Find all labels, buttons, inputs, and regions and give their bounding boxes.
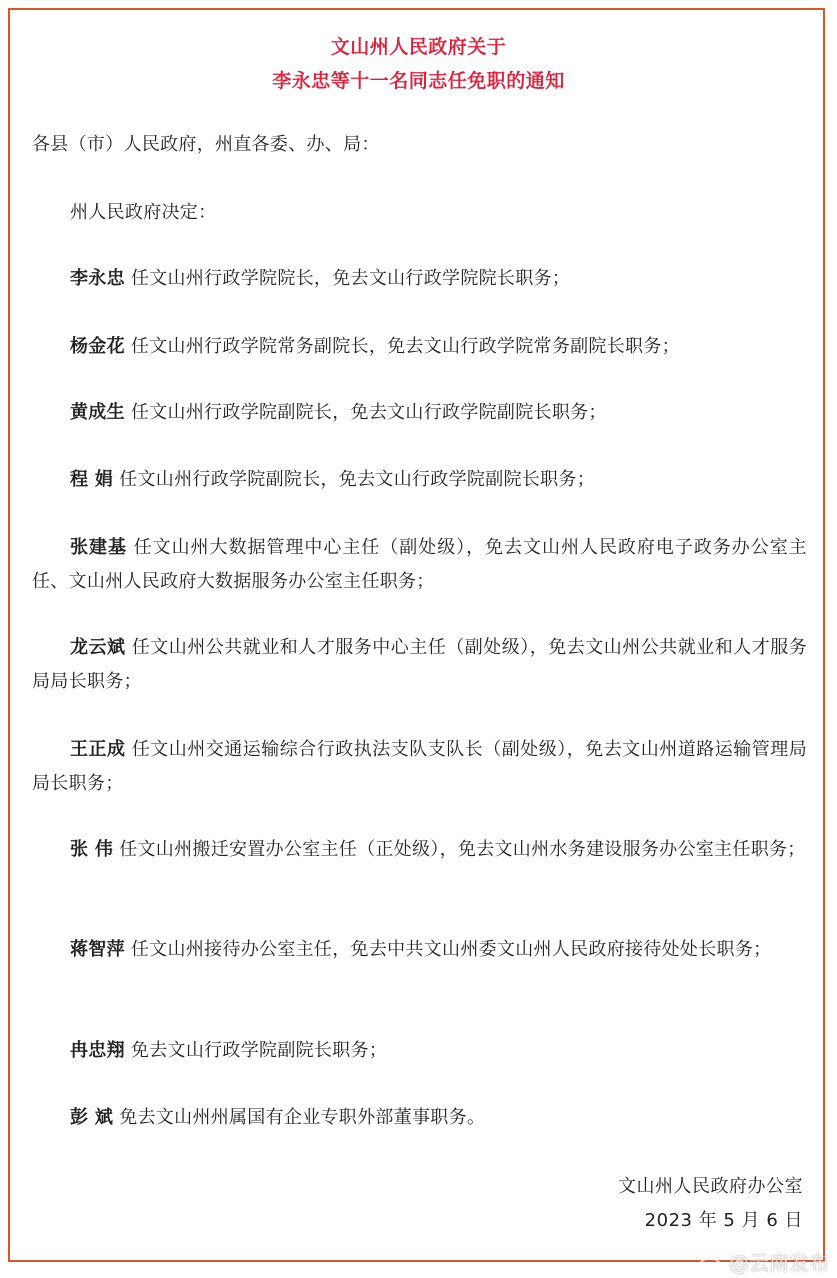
appointment-text: 任文山州接待办公室主任，免去中共文山州委文山州人民政府接待处处长职务； (124, 939, 772, 960)
appointment-text: 任文山州行政学院院长，免去文山行政学院院长职务； (124, 268, 571, 289)
appointment-text: 任文山州大数据管理中心主任（副处级），免去文山州人民政府电子政务办公室主任、文山州人民政府大数据服务办公室主任职务； (32, 537, 807, 592)
appointee-name: 王正成 (70, 739, 126, 760)
signature-date: 2023 年 5 月 6 日 (644, 1210, 803, 1231)
appointment-item (32, 1034, 807, 1068)
appointment-item (32, 330, 807, 364)
appointment-item (32, 933, 807, 967)
appointment-text: 任文山州公共就业和人才服务中心主任（副处级），免去文山州公共就业和人才服务局局长职务； (32, 637, 807, 692)
appointee-name: 杨金花 (70, 336, 125, 357)
appointment-item (32, 396, 807, 430)
appointee-name: 蒋智萍 (70, 939, 125, 960)
appointment-item (32, 733, 807, 801)
appointee-name: 程 娟 (70, 469, 114, 490)
appointment-item (32, 531, 807, 599)
appointment-text: 任文山州交通运输综合行政执法支队支队长（副处级），免去文山州道路运输管理局局长职务； (32, 739, 807, 794)
appointment-item (32, 262, 807, 296)
watermark-text: @云南发布 (729, 1251, 829, 1275)
appointee-name: 黄成生 (70, 402, 125, 423)
document-title-line1: 文山州人民政府关于 (330, 36, 507, 58)
appointment-item (32, 833, 807, 867)
weibo-icon (699, 1251, 725, 1273)
appointee-name: 李永忠 (70, 268, 125, 289)
appointment-item (32, 463, 807, 497)
appointment-text: 任文山州行政学院常务副院长，免去文山行政学院常务副院长职务； (124, 336, 680, 357)
appointment-item (32, 1101, 807, 1135)
appointment-text: 任文山州搬迁安置办公室主任（正处级），免去文山州水务建设服务办公室主任职务； (113, 839, 806, 860)
appointment-text: 免去文山州州属国有企业专职外部董事职务。 (113, 1107, 486, 1128)
appointee-name: 张建基 (70, 537, 127, 558)
appointment-text: 任文山州行政学院副院长，免去文山行政学院副院长职务； (113, 469, 595, 490)
watermark (699, 1247, 829, 1276)
salutation: 各县（市）人民政府，州直各委、办、局： (32, 134, 380, 155)
appointment-text: 任文山州行政学院副院长，免去文山行政学院副院长职务； (124, 402, 607, 423)
document-title-line2: 李永忠等十一名同志任免职的通知 (272, 70, 565, 92)
appointee-name: 冉忠翔 (70, 1040, 125, 1061)
signature-org: 文山州人民政府办公室 (618, 1176, 803, 1197)
appointee-name: 彭 斌 (70, 1107, 114, 1128)
appointee-name: 龙云斌 (70, 637, 126, 658)
appointment-item (32, 631, 807, 699)
appointee-name: 张 伟 (70, 839, 114, 860)
appointment-text: 免去文山行政学院副院长职务； (124, 1040, 388, 1061)
decision-intro: 州人民政府决定： (70, 202, 217, 223)
